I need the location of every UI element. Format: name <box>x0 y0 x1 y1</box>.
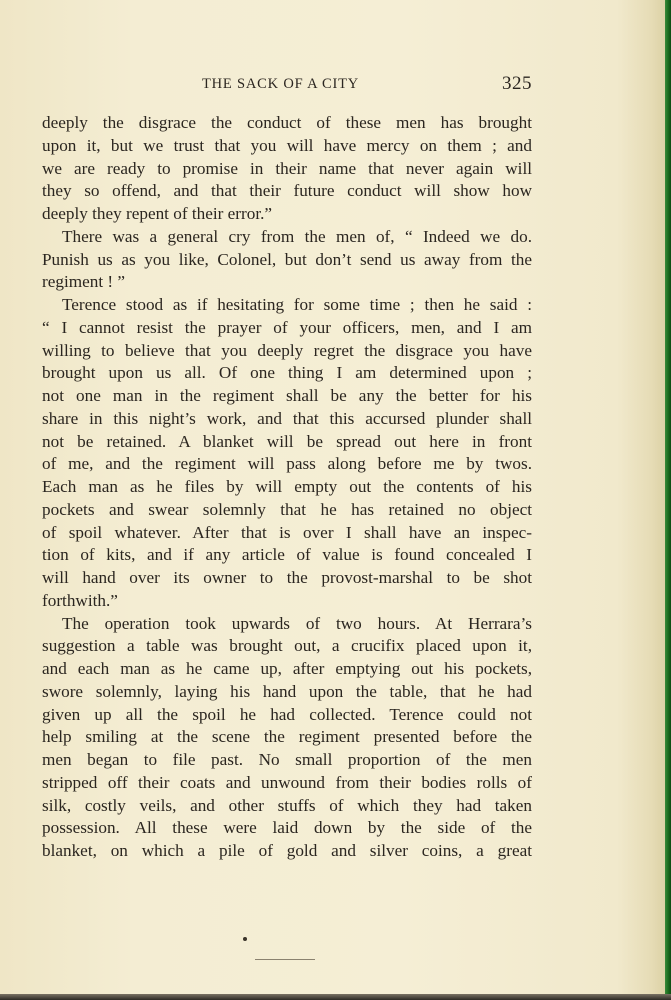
text-line: of me, and the regiment will pass along before me by twos. <box>42 454 532 474</box>
text-line: given up all the spoil he had collected. Terence could not <box>42 704 532 724</box>
text-line: they so offend, and that their future conduct will show how <box>42 181 532 201</box>
text-line: tion of kits, and if any article of value is found concealed I <box>42 545 532 565</box>
text-line: and each man as he came up, after emptying out his pockets, <box>42 659 532 678</box>
text-line: “ I cannot resist the prayer of your officers, men, and I am <box>42 317 532 337</box>
text-line: blanket, on which a pile of gold and silver coins, a great <box>42 841 532 860</box>
text-line: pockets and swear solemnly that he has retained no object <box>42 499 532 519</box>
text-line: willing to believe that you deeply regret the disgrace you have <box>42 340 532 360</box>
text-line: There was a general cry from the men of, “ Indeed we do. <box>62 226 532 246</box>
text-line: Terence stood as if hesitating for some time ; then he said : <box>62 295 532 314</box>
text-line: upon it, but we trust that you will have mercy on them ; and <box>42 135 532 155</box>
text-line: forthwith.” <box>42 590 118 610</box>
page-edge-binding <box>665 0 671 1000</box>
text-line: not one man in the regiment shall be any the better for his <box>42 386 532 405</box>
text-line: brought upon us all. Of one thing I am determined upon ; <box>42 363 532 383</box>
text-line: stripped off their coats and unwound from their bodies rolls of <box>42 772 532 792</box>
running-head <box>42 73 532 97</box>
text-line: deeply the disgrace the conduct of these men has brought <box>42 113 532 132</box>
text-line: silk, costly veils, and other stuffs of which they had taken <box>42 795 532 815</box>
text-line: men began to file past. No small proportion of the men <box>42 750 532 769</box>
text-line: suggestion a table was brought out, a crucifix placed upon it, <box>42 636 532 656</box>
text-line: regiment ! ” <box>42 272 126 292</box>
text-line: deeply they repent of their error.” <box>42 204 273 223</box>
text-line: Punish us as you like, Colonel, but don’t send us away from the <box>42 249 532 269</box>
text-line: The operation took upwards of two hours. At Herrara’s <box>62 613 532 633</box>
text-line: possession. All these were laid down by the side of the <box>42 818 532 838</box>
body-text <box>42 112 532 863</box>
text-line: Each man as he files by will empty out the contents of his <box>42 477 532 496</box>
text-line: share in this night’s work, and that this accursed plunder shall <box>42 408 532 428</box>
text-line: swore solemnly, laying his hand upon the table, that he had <box>42 681 532 701</box>
page-bottom-edge <box>0 994 671 1000</box>
text-line: of spoil whatever. After that is over I shall have an inspec- <box>42 522 532 542</box>
text-line: will hand over its owner to the provost-marshal to be shot <box>42 568 532 587</box>
page-number: 325 <box>502 73 532 94</box>
text-line: we are ready to promise in their name that never again will <box>42 158 532 178</box>
text-line: help smiling at the scene the regiment presented before the <box>42 727 532 747</box>
ink-speck <box>243 937 247 941</box>
text-line: not be retained. A blanket will be spread out here in front <box>42 431 532 451</box>
running-title: THE SACK OF A CITY <box>202 76 359 92</box>
ink-mark <box>255 959 315 960</box>
